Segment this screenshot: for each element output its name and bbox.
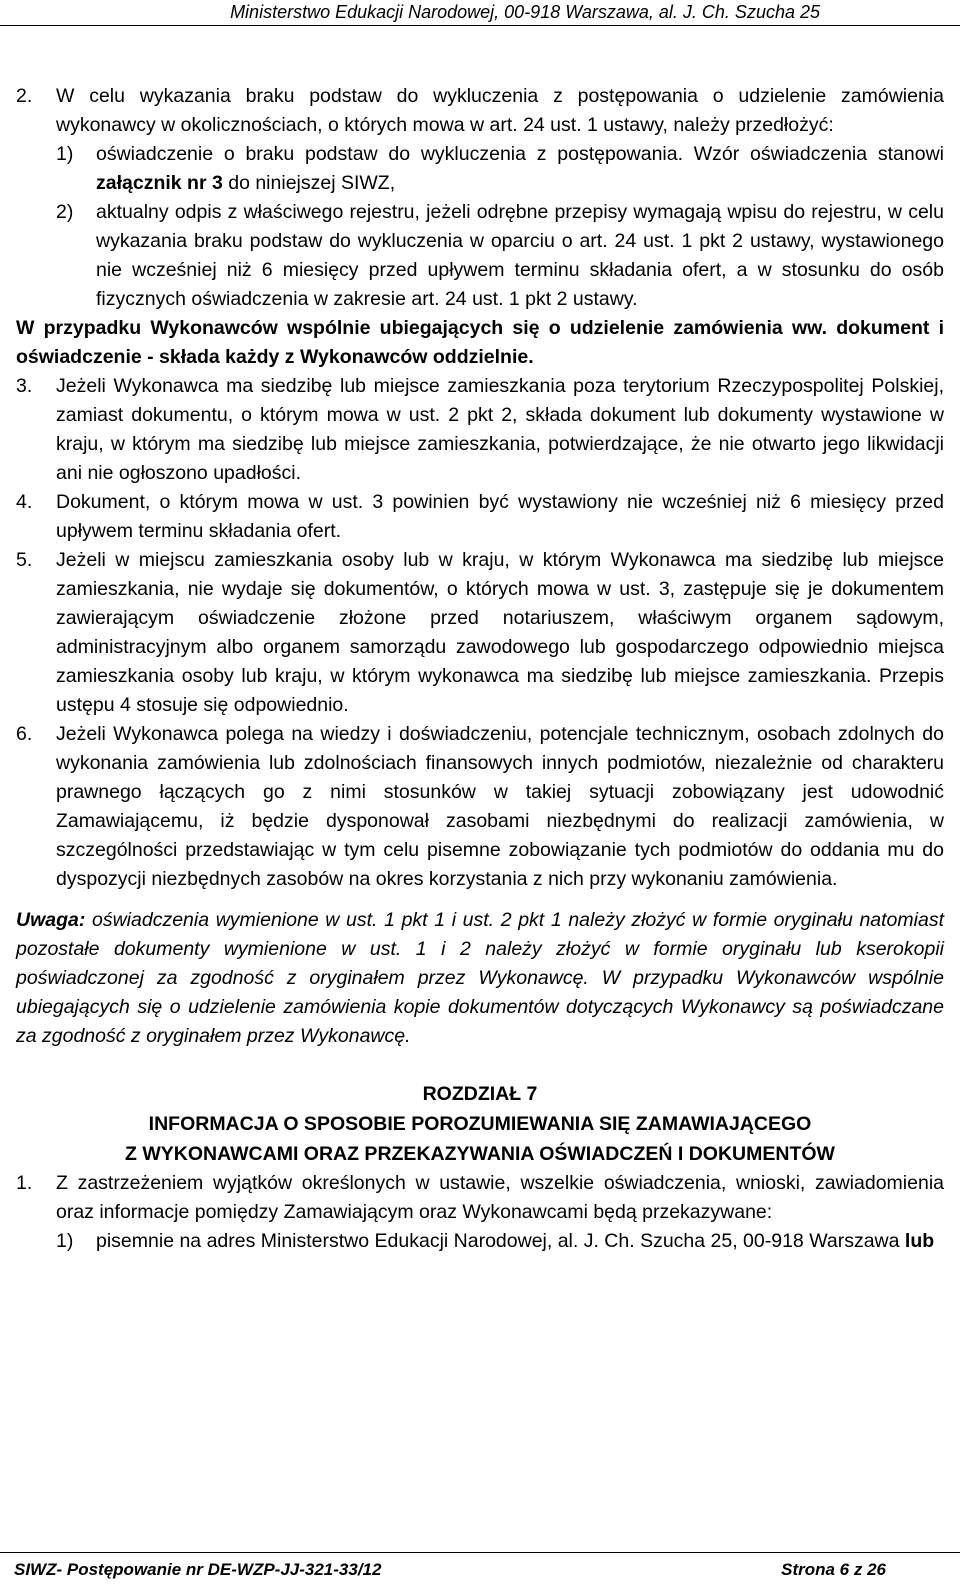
page-footer <box>0 1552 960 1584</box>
page-number: Strona 6 z 26 <box>781 1560 886 1579</box>
item-number: 5. <box>16 549 33 571</box>
list-item-2 <box>16 82 944 140</box>
footer-reference: SIWZ- Postępowanie nr DE-WZP-JJ-321-33/12 <box>14 1560 382 1579</box>
chapter-line-2: Z WYKONAWCAMI ORAZ PRZEKAZYWANIA OŚWIADCZEŃ I DOKUMENTÓW <box>125 1143 835 1165</box>
item-number: 2) <box>56 201 74 223</box>
item-text: Z zastrzeżeniem wyjątków określonych w ustawie, wszelkie oświadczenia, wnioski, zawiadomienia oraz informacje pomiędzy Zamawiającym oraz Wykonawcami będą przekazywane: <box>56 1172 944 1223</box>
item-number: 3. <box>16 375 33 397</box>
chapter-heading <box>16 1079 944 1169</box>
item-text: Dokument, o którym mowa w ust. 3 powinien być wystawiony nie wcześniej niż 6 miesięcy przed upływem terminu składania ofert. <box>56 491 944 542</box>
ch7-list-item-1-1 <box>16 1227 944 1256</box>
item-text: Jeżeli w miejscu zamieszkania osoby lub w kraju, w którym Wykonawca ma siedzibę lub miejsce zamieszkania, nie wydaje się dokumentów, o których mowa w ust. 3, zastępuje się je dokumentem zawierającym oświadczenie złożone przed notariuszem, właściwym organem sądowym, administracyjnym albo organem samorządu zawodowego lub gospodarczego odpowiednio miejsca zamieszkania osoby lub kraju, w którym wykonawca ma siedzibę lub miejsce zamieszkania. Przepis ustępu 4 stosuje się odpowiednio. <box>56 549 944 716</box>
item-text: Jeżeli Wykonawca polega na wiedzy i doświadczeniu, potencjale technicznym, osobach zdolnych do wykonania zamówienia lub zdolnościach finansowych innych podmiotów, niezależnie od charakteru prawnego łączących go z nimi stosunków w takiej sytuacji zobowiązany jest udowodnić Zamawiającemu, iż będzie dysponował zasobami niezbędnymi do realizacji zamówienia, w szczególności przedstawiając w tym celu pisemne zobowiązanie tych podmiotów do oddania mu do dyspozycji niezbędnych zasobów na okres korzystania z nich przy wykonaniu zamówienia. <box>56 723 944 890</box>
item-text: aktualny odpis z właściwego rejestru, jeżeli odrębne przepisy wymagają wpisu do rejestru, w celu wykazania braku podstaw do wykluczenia w oparciu o art. 24 ust. 1 pkt 2 ustawy, wystawionego nie wcześniej niż 6 miesięcy przed upływem terminu składania ofert, a w stosunku do osób fizycznych oświadczenia w zakresie art. 24 ust. 1 pkt 2 ustawy. <box>96 201 944 310</box>
item-number: 1) <box>56 1230 74 1252</box>
item-text: W celu wykazania braku podstaw do wykluczenia z postępowania o udzielenie zamówienia wykonawcy w okolicznościach, o których mowa w art. 24 ust. 1 ustawy, należy przedłożyć: <box>56 85 944 136</box>
uwaga-text: oświadczenia wymienione w ust. 1 pkt 1 i ust. 2 pkt 1 należy złożyć w formie oryginału natomiast pozostałe dokumenty wymienione w ust. 1 i 2 należy złożyć w formie oryginału lub kserokopii poświadczonej za zgodność z oryginałem przez Wykonawcę. W przypadku Wykonawców wspólnie ubiegających się o udzielenie zamówienia kopie dokumentów dotyczących Wykonawcy są poświadczane za zgodność z oryginałem przez Wykonawcę. <box>16 909 944 1047</box>
item-number: 2. <box>16 85 33 107</box>
list-item-5 <box>16 546 944 720</box>
list-item-3 <box>16 372 944 488</box>
item-number: 1) <box>56 143 74 165</box>
item-text: Jeżeli Wykonawca ma siedzibę lub miejsce zamieszkania poza terytorium Rzeczypospolitej Polskiej, zamiast dokumentu, o którym mowa w ust. 2 pkt 2, składa dokument lub dokumenty wystawione w kraju, w którym ma siedzibę lub miejsce zamieszkania, potwierdzające, że nie otwarto jego likwidacji ani nie ogłoszono upadłości. <box>56 375 944 484</box>
item-number: 6. <box>16 723 33 745</box>
document-body <box>16 82 944 1256</box>
list-item-6 <box>16 720 944 894</box>
ch7-list-item-1 <box>16 1169 944 1227</box>
uwaga-label: Uwaga: <box>16 909 86 931</box>
chapter-line-1: INFORMACJA O SPOSOBIE POROZUMIEWANIA SIĘ ZAMAWIAJĄCEGO <box>148 1113 812 1135</box>
chapter-title: ROZDZIAŁ 7 <box>422 1083 538 1105</box>
item-number: 4. <box>16 491 33 513</box>
item-text: pisemnie na adres Ministerstwo Edukacji Narodowej, al. J. Ch. Szucha 25, 00-918 Warszawa lub <box>96 1230 935 1252</box>
uwaga-note <box>16 906 944 1051</box>
bold-note: W przypadku Wykonawców wspólnie ubiegających się o udzielenie zamówienia ww. dokument i oświadczenie - składa każdy z Wykonawców oddzielnie. <box>16 317 944 368</box>
list-item-2-1 <box>16 140 944 198</box>
list-item-2-2 <box>16 198 944 314</box>
item-text: oświadczenie o braku podstaw do wykluczenia z postępowania. Wzór oświadczenia stanowi załącznik nr 3 do niniejszej SIWZ, <box>96 143 944 194</box>
page-header <box>0 0 960 26</box>
list-item-4 <box>16 488 944 546</box>
header-text: Ministerstwo Edukacji Narodowej, 00-918 Warszawa, al. J. Ch. Szucha 25 <box>230 2 820 22</box>
item-number: 1. <box>16 1172 33 1194</box>
